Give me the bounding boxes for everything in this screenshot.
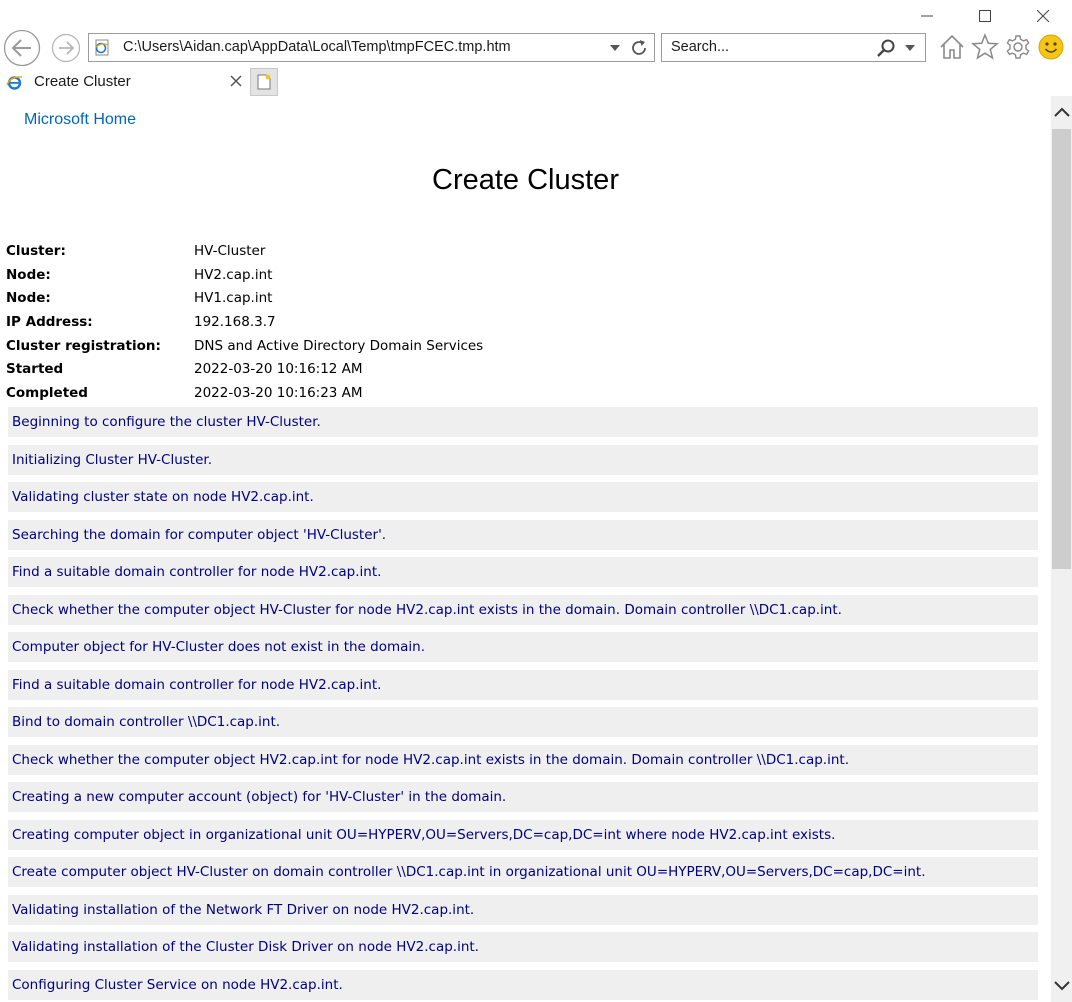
summary-label: Node:	[6, 266, 51, 283]
new-tab-button[interactable]	[250, 68, 278, 96]
settings-gear-icon[interactable]	[1004, 33, 1032, 61]
log-entry: Find a suitable domain controller for node HV2.cap.int.	[8, 670, 1038, 700]
page-favicon-icon	[94, 39, 111, 56]
scroll-up-button[interactable]	[1051, 96, 1072, 128]
summary-row	[6, 286, 483, 310]
tab-title: Create Cluster	[34, 73, 131, 90]
log-entry: Creating a new computer account (object) for 'HV-Cluster' in the domain.	[8, 782, 1038, 812]
feedback-smiley-icon[interactable]	[1037, 33, 1065, 61]
summary-row	[6, 239, 483, 263]
log-entry: Validating installation of the Network FT Driver on node HV2.cap.int.	[8, 895, 1038, 925]
address-text[interactable]: C:\Users\Aidan.cap\AppData\Local\Temp\tmpFCEC.tmp.htm	[123, 39, 511, 55]
log-entry: Creating computer object in organizational unit OU=HYPERV,OU=Servers,DC=cap,DC=int where node HV2.cap.int exists.	[8, 820, 1038, 850]
summary-value: HV2.cap.int	[194, 266, 273, 283]
new-tab-icon	[256, 74, 272, 90]
close-icon	[1037, 10, 1049, 22]
scrollbar-thumb[interactable]	[1052, 129, 1071, 569]
ie-logo-icon	[6, 74, 23, 91]
log-entry: Validating cluster state on node HV2.cap.int.	[8, 482, 1038, 512]
summary-value: HV-Cluster	[194, 242, 266, 259]
summary-label: Cluster registration:	[6, 337, 161, 354]
summary-label: Node:	[6, 290, 51, 307]
log-entry: Beginning to configure the cluster HV-Cluster.	[8, 407, 1038, 437]
minimize-button[interactable]	[898, 4, 956, 28]
log-entry: Check whether the computer object HV2.cap.int for node HV2.cap.int exists in the domain. Domain controller \\DC1.cap.int.	[8, 745, 1038, 775]
back-button[interactable]	[3, 29, 41, 67]
log-entry: Validating installation of the Cluster Disk Driver on node HV2.cap.int.	[8, 932, 1038, 962]
vertical-scrollbar[interactable]	[1051, 96, 1072, 1002]
log-entry: Find a suitable domain controller for node HV2.cap.int.	[8, 557, 1038, 587]
log-entry: Configuring Cluster Service on node HV2.cap.int.	[8, 970, 1038, 1000]
log-entry: Searching the domain for computer object 'HV-Cluster'.	[8, 520, 1038, 550]
close-button[interactable]	[1014, 4, 1072, 28]
summary-label: IP Address:	[6, 313, 93, 330]
page-viewport	[0, 96, 1051, 1002]
page-title: Create Cluster	[432, 164, 619, 196]
summary-row	[6, 310, 483, 334]
log-entry: Bind to domain controller \\DC1.cap.int.	[8, 707, 1038, 737]
search-icon[interactable]	[876, 38, 896, 58]
chevron-down-icon	[1054, 981, 1070, 991]
log-entry: Create computer object HV-Cluster on domain controller \\DC1.cap.int in organizational unit OU=HYPERV,OU=Servers,DC=cap,DC=int.	[8, 857, 1038, 887]
chevron-up-icon	[1054, 107, 1070, 117]
microsoft-home-link[interactable]: Microsoft Home	[24, 111, 137, 128]
home-icon[interactable]	[938, 33, 966, 61]
summary-value: DNS and Active Directory Domain Services	[194, 337, 484, 354]
summary-row	[6, 381, 483, 405]
summary-label: Started	[6, 361, 64, 378]
favorites-star-icon[interactable]	[971, 33, 999, 61]
forward-icon	[51, 33, 81, 63]
log-entry: Computer object for HV-Cluster does not exist in the domain.	[8, 632, 1038, 662]
forward-button[interactable]	[51, 33, 81, 63]
back-icon	[3, 29, 41, 67]
summary-row	[6, 357, 483, 381]
summary-value: 192.168.3.7	[194, 313, 276, 330]
tab-strip	[0, 68, 1072, 96]
search-dropdown-icon[interactable]	[904, 43, 916, 53]
minimize-icon	[921, 10, 933, 22]
maximize-button[interactable]	[956, 4, 1014, 28]
window-controls	[898, 4, 1072, 28]
log-entry: Initializing Cluster HV-Cluster.	[8, 445, 1038, 475]
summary-label: Completed	[6, 384, 88, 401]
address-bar[interactable]	[88, 33, 655, 62]
scroll-down-button[interactable]	[1051, 970, 1072, 1002]
maximize-icon	[979, 10, 991, 22]
address-dropdown-icon[interactable]	[609, 43, 621, 53]
log-entry: Check whether the computer object HV-Cluster for node HV2.cap.int exists in the domain. Domain controller \\DC1.cap.int.	[8, 595, 1038, 625]
summary-row	[6, 334, 483, 358]
search-box[interactable]	[661, 33, 926, 62]
summary-value: HV1.cap.int	[194, 290, 273, 307]
summary-table	[6, 239, 483, 405]
progress-log	[8, 407, 1038, 1002]
summary-row	[6, 263, 483, 287]
browser-chrome	[0, 0, 1072, 96]
summary-label: Cluster:	[6, 242, 66, 259]
refresh-icon[interactable]	[629, 38, 649, 58]
tab-close-icon[interactable]	[228, 73, 244, 89]
search-input[interactable]: Search...	[671, 39, 730, 55]
tab-create-cluster[interactable]	[0, 68, 250, 96]
summary-value: 2022-03-20 10:16:23 AM	[194, 384, 363, 401]
summary-value: 2022-03-20 10:16:12 AM	[194, 361, 363, 378]
